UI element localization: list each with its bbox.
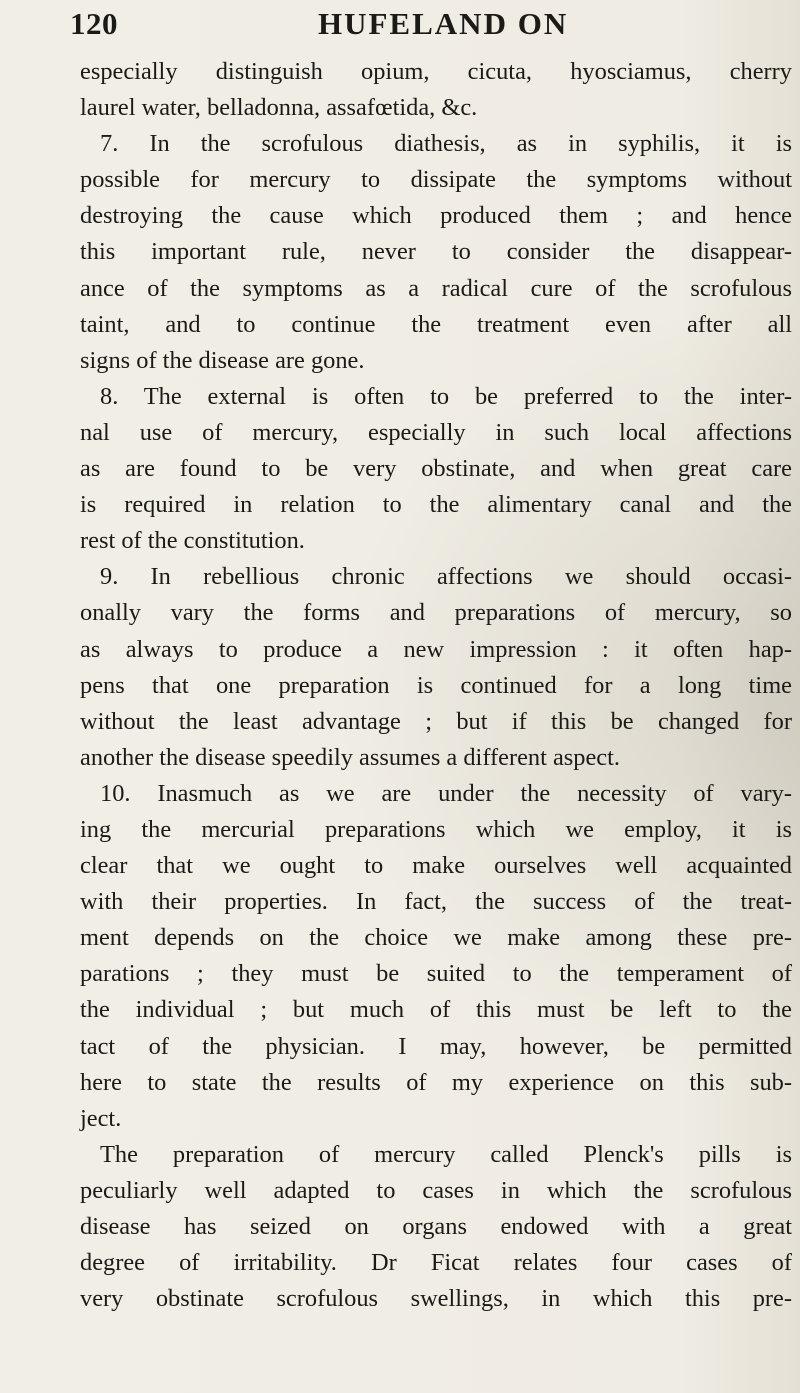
page-number: 120: [70, 6, 118, 41]
text-line: clear that we ought to make ourselves well acquainted: [80, 852, 792, 880]
paragraph-start-line: 9. In rebellious chronic affections we should occasi-: [100, 563, 792, 591]
text-line: the individual ; but much of this must be left to the: [80, 996, 792, 1024]
running-head: HUFELAND ON: [318, 6, 569, 41]
body-text: [80, 54, 792, 1317]
text-line: possible for mercury to dissipate the symptoms without: [80, 166, 792, 194]
text-line: ance of the symptoms as a radical cure of the scrofulous: [80, 274, 792, 302]
text-line: onally vary the forms and preparations of mercury, so: [80, 599, 792, 627]
text-line: tact of the physician. I may, however, be permitted: [80, 1032, 792, 1060]
text-line: very obstinate scrofulous swellings, in which this pre-: [80, 1285, 792, 1313]
text-line: signs of the disease are gone.: [80, 346, 365, 374]
text-line: pens that one preparation is continued for a long time: [80, 671, 792, 699]
text-line: nal use of mercury, especially in such local affections: [80, 418, 792, 446]
text-line: with their properties. In fact, the success of the treat-: [80, 888, 792, 916]
text-line: peculiarly well adapted to cases in which the scrofulous: [80, 1176, 792, 1204]
text-line: ment depends on the choice we make among these pre-: [80, 924, 792, 952]
text-line: ing the mercurial preparations which we employ, it is: [80, 815, 792, 843]
text-line: ject.: [80, 1104, 122, 1132]
text-line: this important rule, never to consider the disappear-: [80, 238, 792, 266]
text-line: is required in relation to the alimentary canal and the: [80, 491, 792, 519]
paragraph-start-line: 7. In the scrofulous diathesis, as in syphilis, it is: [100, 130, 792, 158]
text-line: taint, and to continue the treatment even after all: [80, 310, 792, 338]
text-line: another the disease speedily assumes a different aspect.: [80, 743, 621, 771]
text-line: especially distinguish opium, cicuta, hyosciamus, cherry: [80, 58, 792, 85]
paragraph-start-line: 8. The external is often to be preferred to the inter-: [100, 382, 792, 410]
text-line: rest of the constitution.: [80, 527, 305, 555]
text-line: disease has seized on organs endowed with a great: [80, 1213, 792, 1240]
text-line: parations ; they must be suited to the temperament of: [80, 960, 792, 988]
paragraph-start-line: 10. Inasmuch as we are under the necessity of vary-: [100, 779, 792, 807]
text-line: destroying the cause which produced them ; and hence: [80, 202, 792, 230]
text-line: here to state the results of my experience on this sub-: [80, 1068, 792, 1096]
text-line: as always to produce a new impression : it often hap-: [80, 635, 792, 663]
text-line: degree of irritability. Dr Ficat relates four cases of: [80, 1249, 792, 1277]
text-line: without the least advantage ; but if this be changed for: [80, 707, 792, 735]
page-header: [70, 6, 770, 48]
paragraph-start-line: The preparation of mercury called Plenck's pills is: [100, 1140, 792, 1168]
text-line: as are found to be very obstinate, and when great care: [80, 455, 792, 483]
text-line: laurel water, belladonna, assafœtida, &c.: [80, 94, 478, 122]
